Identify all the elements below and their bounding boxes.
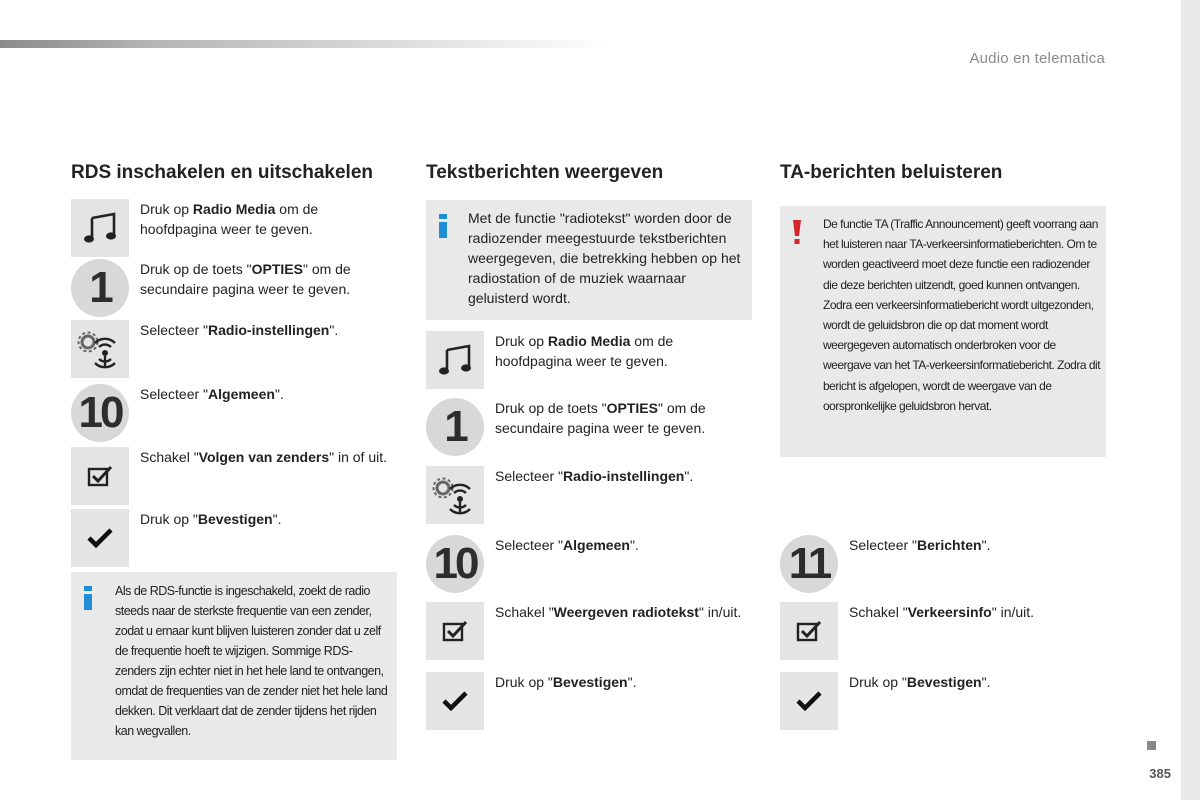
step-text: Schakel "Verkeersinfo" in/uit. <box>849 604 1035 620</box>
step-text: Druk op de toets "OPTIES" om de secundaire pagina weer te geven. <box>140 261 351 297</box>
step-text: Druk op "Bevestigen". <box>140 511 282 527</box>
step-text: Selecteer "Algemeen". <box>140 386 284 402</box>
checkmark-icon <box>426 672 484 730</box>
radio-settings-icon <box>71 320 129 378</box>
info-icon <box>83 586 93 610</box>
column-rds <box>71 0 401 800</box>
music-note-icon <box>71 199 129 257</box>
number-ten: 10 <box>426 535 484 593</box>
section-title: Audio en telematica <box>969 50 1105 67</box>
radio-settings-icon <box>426 466 484 524</box>
number-one: 1 <box>426 398 484 456</box>
step-text: Schakel "Weergeven radiotekst" in/uit. <box>495 604 742 620</box>
step-text: Selecteer "Radio-instellingen". <box>140 322 339 338</box>
column-title: Tekstberichten weergeven <box>426 162 664 183</box>
step-text: Druk op de toets "OPTIES" om de secundaire pagina weer te geven. <box>495 400 706 436</box>
step-text: Druk op Radio Media om de hoofdpagina weer te geven. <box>495 333 674 369</box>
column-title: RDS inschakelen en uitschakelen <box>71 162 374 183</box>
column-title: TA-berichten beluisteren <box>780 162 1003 183</box>
number-badge <box>71 259 129 317</box>
ta-warning-note <box>780 206 1106 457</box>
info-text: Met de functie "radiotekst" worden door de radiozender meegestuurde tekstberichten weergegeven, die betrekking hebben op het radiostation of de muziek waarnaar geluisterd wordt. <box>468 210 741 306</box>
number-one: 1 <box>71 259 129 317</box>
checkmark-icon <box>71 509 129 567</box>
checkbox-toggle-icon <box>780 602 838 660</box>
warning-icon <box>792 220 802 244</box>
info-icon <box>438 214 448 238</box>
column-ta <box>780 0 1110 800</box>
page-marker <box>1147 741 1156 750</box>
checkbox-toggle-icon <box>426 602 484 660</box>
number-badge <box>71 384 129 442</box>
number-badge <box>426 535 484 593</box>
step-text: Selecteer "Radio-instellingen". <box>495 468 694 484</box>
page-number: 385 <box>1149 766 1171 781</box>
step-text: Druk op Radio Media om de hoofdpagina weer te geven. <box>140 201 319 237</box>
number-badge <box>780 535 838 593</box>
step-text: Selecteer "Algemeen". <box>495 537 639 553</box>
page-edge-strip <box>1181 0 1200 800</box>
checkbox-toggle-icon <box>71 447 129 505</box>
info-text: Als de RDS-functie is ingeschakeld, zoekt de radio steeds naar de sterkste frequentie van een zender, zodat u ernaar kunt blijven luisteren zonder dat u zelf de frequentie hoeft te wijzigen. Sommige RDS-zenders zijn echter niet in het hele land te ontvangen, omdat de frequenties van de zender niet het hele land dekken. Dit verklaart dat de zender tijdens het rijden kan wegvallen. <box>115 584 388 738</box>
number-ten: 10 <box>71 384 129 442</box>
step-text: Druk op "Bevestigen". <box>849 674 991 690</box>
rds-info-note <box>71 572 397 760</box>
checkmark-icon <box>780 672 838 730</box>
music-note-icon <box>426 331 484 389</box>
step-text: Selecteer "Berichten". <box>849 537 991 553</box>
warning-text: De functie TA (Traffic Announcement) geeft voorrang aan het luisteren naar TA-verkeersinformatieberichten. Om te worden geactiveerd moet deze functie een radiozender die deze berichten uitzendt, goed kunnen ontvangen. Zodra een verkeersinformatiebericht wordt uitgezonden, wordt de geluidsbron die op dat moment wordt weergegeven automatisch onderbroken voor de weergave van het TA-verkeersinformatiebericht. Zodra dit bericht is afgelopen, wordt de weergave van de oorspronkelijke geluidsbron hervat. <box>823 217 1101 413</box>
radiotext-info-note <box>426 200 752 320</box>
column-radiotext <box>426 0 756 800</box>
step-text: Schakel "Volgen van zenders" in of uit. <box>140 449 388 465</box>
number-eleven: 11 <box>780 535 838 593</box>
step-text: Druk op "Bevestigen". <box>495 674 637 690</box>
number-badge <box>426 398 484 456</box>
